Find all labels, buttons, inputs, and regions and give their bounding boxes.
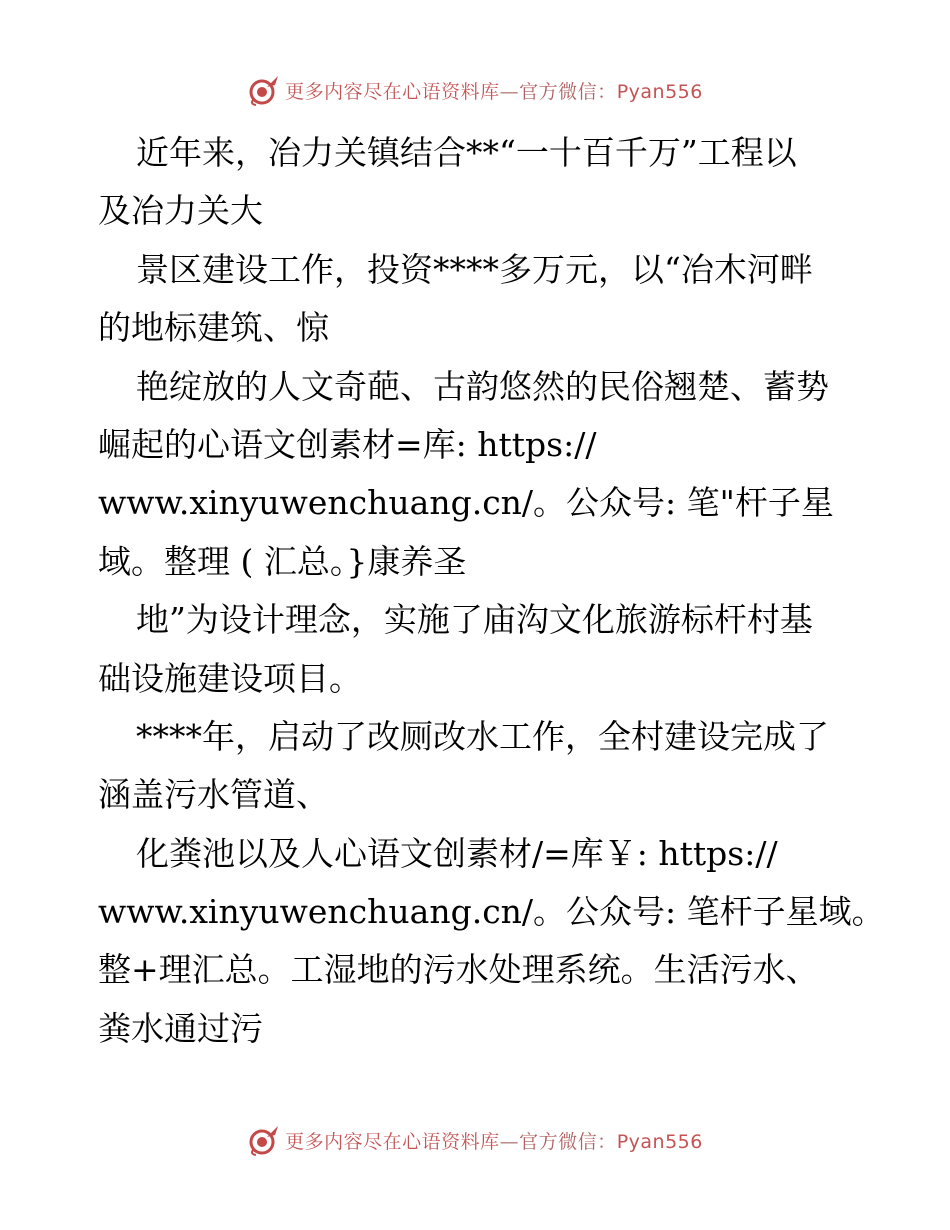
body-line: www.xinyuwenchuang.cn/。公众号: 笔"杆子星 (98, 483, 834, 523)
body-line: 涵盖污水管道、 (98, 775, 329, 815)
body-line: 粪水通过污 (98, 1008, 263, 1048)
body-line: 整+理汇总。工湿地的污水处理系统。生活污水、 (98, 950, 819, 990)
body-line: 域。整理 ( 汇总。}康养圣 (98, 541, 467, 581)
header-banner-title: 更多内容尽在心语资料库 (285, 80, 500, 103)
document-body (98, 124, 898, 1058)
header-banner-separator: — (499, 80, 520, 103)
footer-banner (0, 1120, 950, 1160)
header-wechat-id: Pyan556 (616, 80, 703, 103)
footer-wechat-id: Pyan556 (616, 1130, 703, 1153)
body-line: 化粪池以及人心语文创素材/=库￥: https:// (136, 833, 778, 873)
body-line: ****年，启动了改厕改水工作，全村建设完成了 (136, 716, 829, 756)
footer-banner-separator: — (499, 1130, 520, 1153)
header-wechat-label: 官方微信： (519, 80, 617, 103)
body-line: 的地标建筑、惊 (98, 308, 329, 348)
body-line: 景区建设工作，投资****多万元，以“冶木河畔 (136, 249, 813, 289)
body-line: 地”为设计理念，实施了庙沟文化旅游标杆村基 (136, 600, 813, 640)
footer-wechat-label: 官方微信： (519, 1130, 617, 1153)
header-banner (0, 70, 950, 110)
quill-swirl-logo-icon (247, 1123, 281, 1157)
body-line: 近年来，冶力关镇结合**“一十百千万”工程以 (136, 133, 797, 172)
body-line: 础设施建设项目。 (98, 658, 362, 698)
quill-swirl-logo-icon (247, 73, 281, 107)
header-banner-text (285, 77, 703, 104)
footer-banner-text (285, 1127, 703, 1154)
body-line: www.xinyuwenchuang.cn/。公众号: 笔杆子星域。 (98, 892, 885, 932)
body-line: 艳绽放的人文奇葩、古韵悠然的民俗翘楚、蓄势 (136, 366, 829, 406)
body-line: 崛起的心语文创素材=库: https:// (98, 424, 597, 464)
footer-banner-title: 更多内容尽在心语资料库 (285, 1130, 500, 1153)
body-line: 及冶力关大 (98, 191, 263, 231)
